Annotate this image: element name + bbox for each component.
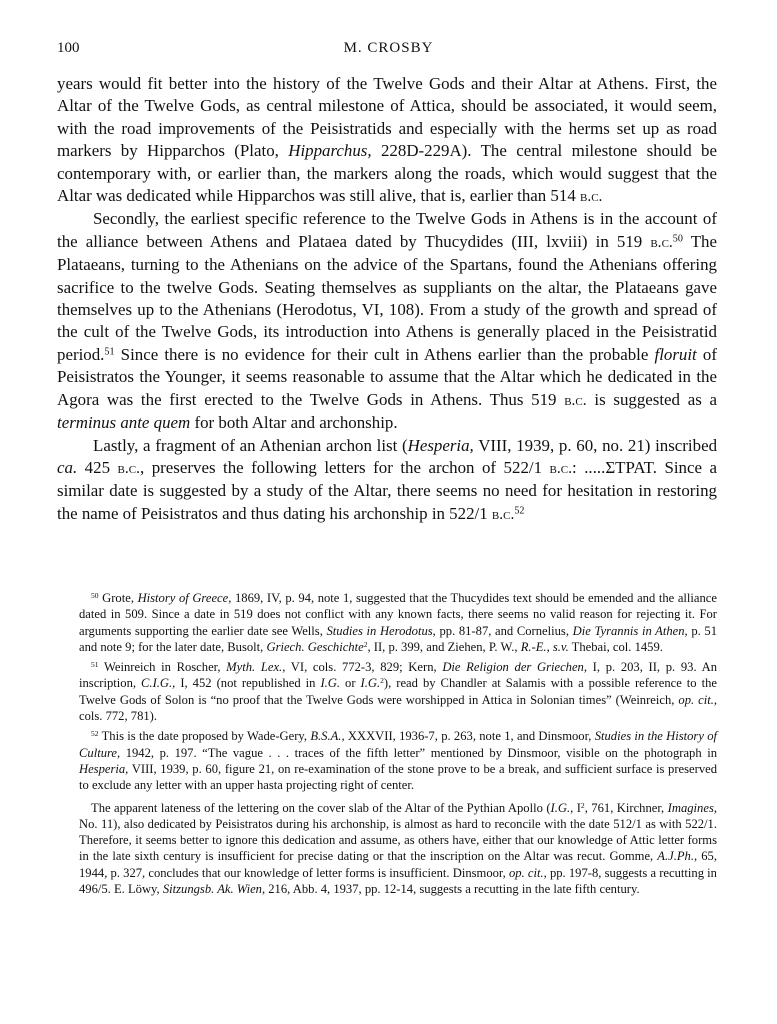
text: I, p. 203, II, p. 93. An inscription, [79, 660, 717, 691]
footnote-52-continued [79, 800, 717, 898]
title-ref: Studies in Herodotus, [326, 623, 436, 638]
text: I [573, 800, 581, 815]
text: I, 452 (not republished in [175, 676, 321, 691]
body-text [57, 73, 717, 526]
text: 228D-229A). The central milestone should be contemporary with, or earlier than, the markers along the roads, which would suggest that the Altar was dedicated while Hipparchos was still alive, that is, earlier than 514 [57, 141, 717, 206]
text: XXXVII, 1936-7, p. 263, note 1, and Dinsmoor, [344, 729, 595, 744]
era-mark: b.c. [491, 505, 515, 523]
title-ref: History of Greece, [137, 591, 232, 605]
text: VIII, 1939, p. 60, figure 21, on re-examination of the stone prove to be a break, and sufficient surface is preserved to exclude any letter with an upper hasta projecting right of center. [79, 761, 717, 793]
latin-term: floruit [654, 344, 697, 364]
text: 216, Abb. 4, 1937, pp. 12-14, suggests a recutting in the late fifth century. [265, 882, 640, 897]
edition-superscript: 2 [580, 800, 585, 810]
latin-term: ca. [57, 457, 78, 477]
text: 1942, p. 197. “The vague . . . traces of the fifth letter” mentioned by Dinsmoor, visible on the photograph in [120, 745, 717, 760]
title-ref: Griech. Geschichte [266, 639, 364, 654]
text: , preserves the following letters for the archon of 522/1 [140, 457, 550, 477]
text: VIII, 1939, p. 60, no. 21) inscribed [473, 435, 718, 455]
text: VI, cols. 772-3, 829; Kern, [285, 660, 443, 675]
title-ref: Hesperia, [407, 435, 474, 455]
title-ref: I.G. [320, 676, 341, 691]
paragraph-1 [57, 73, 717, 208]
footnote-ref: 52 [514, 505, 525, 517]
text: 1869, IV, p. 94, note 1, suggested that the Thucydides text should be emended and the alliance dated in 509. Since a date in 519 does not conflict with any known facts, there seems no valid reason for rejecting it. For arguments supporting the earlier date see Wells, [79, 591, 717, 638]
text: The apparent lateness of the lettering on the cover slab of the Altar of the Pythian Apollo ( [91, 800, 551, 815]
text: Thebai, col. 1459. [568, 639, 663, 654]
text: 425 [77, 457, 118, 477]
era-mark: b.c. [579, 188, 603, 206]
text: Weinreich in Roscher, [98, 660, 227, 675]
running-head: M. CROSBY [343, 40, 434, 56]
text: ), read by Chandler at Salamis with a possible reference to the Twelve Gods of Solon is “no proof that the Twelve Gods were worshipped in Attica in Solonian times” (Weinreich, [79, 676, 717, 707]
text: , II, p. 399, and Ziehen, P. W., [367, 639, 521, 654]
footnote-52 [79, 728, 717, 793]
title-ref: Imagines, [667, 800, 717, 815]
text: Lastly, a fragment of an Athenian archon list ( [93, 435, 408, 455]
title-ref: Hipparchus, [288, 141, 372, 161]
text: 65, 1944, p. 327, concludes that our knowledge of letter forms is insufficient. Dinsmoor, [79, 849, 717, 880]
text: Grote, [98, 591, 138, 605]
era-mark: b.c. [549, 459, 572, 477]
title-ref: B.S.A., [310, 729, 345, 744]
text: No. 11), also dedicated by Peisistratos during his archonship, is almost as hard to reconcile with the date 512/1 as with 522/1. Therefore, it seems better to ignore this dedication and assume, as others have, either that our knowledge of Attic letter forms in the late sixth century is insufficient for precise dating or that the inscription on the Altar was recut. Gomme, [79, 816, 717, 864]
edition-superscript: 2 [363, 639, 368, 649]
text: Secondly, the earliest specific reference to the Twelve Gods in Athens is in the account of the alliance between Athens and Plataea dated by Thucydides (III, lxviii) in 519 [57, 209, 717, 251]
text: cols. 772, 781). [79, 709, 158, 724]
title-ref: Hesperia, [79, 761, 129, 776]
text: p. 51 and note 9; for the later date, Busolt, [79, 623, 718, 654]
title-ref: A.J.Ph., [657, 849, 698, 864]
page-number: 100 [57, 40, 80, 56]
title-ref: I.G., [550, 800, 574, 815]
text: , 761, Kirchner, [584, 800, 668, 815]
edition-superscript: 2 [380, 676, 384, 686]
paragraph-2 [57, 208, 717, 434]
footnote-50 [79, 590, 717, 655]
latin-term: terminus ante quem [57, 413, 191, 433]
footnote-mark: 51 [91, 660, 99, 670]
title-ref: Die Tyrannis in Athen, [572, 623, 688, 638]
text: years would fit better into the history of the Twelve Gods and their Altar at Athens. First, the Altar of the Twelve Gods, as central milestone of Attica, should be associated, it would seem, with the road improvements of the Peisistratids and especially with the herms set up as road markers by Hipparchos (Plato, [57, 74, 717, 161]
text: pp. 197-8, suggests a recutting in 496/5. E. Löwy, [79, 865, 717, 897]
footnote-ref: 50 [672, 233, 683, 245]
footnote-mark: 50 [91, 590, 99, 600]
paragraph-3 [57, 435, 717, 527]
text: pp. 81-87, and Cornelius, [435, 623, 573, 638]
title-ref: C.I.G., [141, 676, 176, 691]
title-ref: R.-E., s.v. [520, 639, 569, 654]
title-ref: Studies in the History of Culture, [79, 729, 717, 760]
text: is suggested as a [586, 389, 718, 409]
text: Since there is no evidence for their cult in Athens earlier than the probable [114, 344, 655, 364]
title-ref: Myth. Lex., [226, 660, 286, 675]
era-mark: b.c. [650, 233, 673, 251]
era-mark: b.c. [564, 391, 587, 409]
text: : .....ΣΤΡΑΤ. Since a similar date is suggested by a study of the Altar, there seems no need for hesitation in restoring the name of Peisistratos and thus dating his archonship in 522/1 [57, 457, 717, 523]
title-ref: Sitzungsb. Ak. Wien, [162, 882, 266, 897]
text: for both Altar and archonship. [190, 413, 398, 433]
footnote-mark: 52 [91, 729, 99, 739]
title-ref: op. cit., [508, 865, 547, 880]
footnotes [79, 590, 717, 901]
footnote-ref: 51 [104, 346, 115, 358]
title-ref: I.G. [360, 676, 381, 691]
title-ref: Die Religion der Griechen, [442, 660, 587, 675]
text: The Plataeans, turning to the Athenians on the advice of the Spartans, found the Athenians offering sacrifice to the twelve Gods. Seating themselves as suppliants on the altar, the Plataeans gave themselves up to the Athenians (Herodotus, VI, 108). From a study of the growth and spread of the cult of the Twelve Gods, its introduction into Athens is generally placed in the Peisistratid period. [57, 231, 717, 364]
text: of Peisistratos the Younger, it seems reasonable to assume that the Altar which he dedicated in the Agora was the first erected to the Twelve Gods in Athens. Thus 519 [57, 344, 717, 409]
era-mark: b.c. [117, 459, 140, 477]
text: or [340, 676, 361, 691]
footnote-51 [79, 659, 717, 724]
text: This is the date proposed by Wade-Gery, [98, 729, 311, 744]
page-header [57, 40, 720, 62]
title-ref: op. cit., [678, 692, 717, 707]
